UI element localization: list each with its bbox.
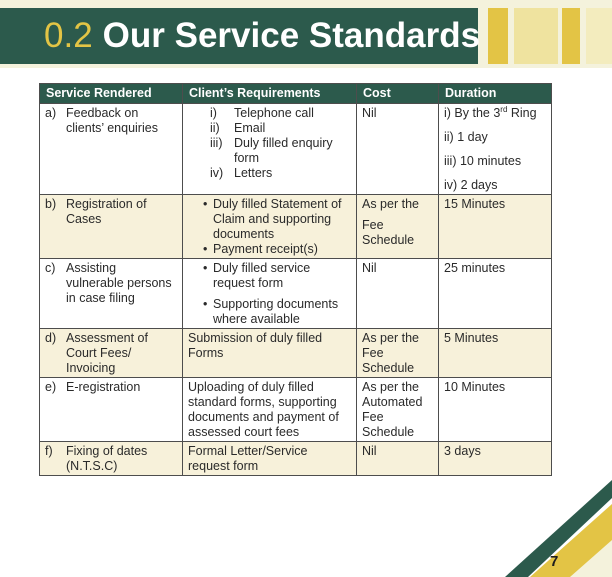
list-item: • Duly filled Statement of Claim and supporting documents bbox=[213, 197, 351, 242]
duration-line: iii) 10 minutes bbox=[444, 154, 522, 168]
service-name: Assisting vulnerable persons in case filing bbox=[66, 261, 172, 305]
row-index: f) bbox=[45, 444, 53, 458]
row-index: a) bbox=[45, 106, 57, 120]
list-item: iii) Duly filled enquiry form bbox=[210, 136, 333, 165]
cost-cell: As per the Automated Fee Schedule bbox=[357, 378, 439, 442]
duration-cell: 10 Minutes bbox=[439, 378, 552, 442]
list-item: • Supporting documents where available bbox=[213, 297, 351, 327]
duration-line: ii) 1 day bbox=[444, 130, 488, 144]
section-title: Our Service Standards bbox=[102, 16, 481, 55]
section-number: 0.2 bbox=[44, 16, 93, 55]
cost-line: Fee Schedule bbox=[362, 218, 415, 247]
duration-cell: 15 Minutes bbox=[439, 195, 552, 259]
list-item: iv) Letters bbox=[210, 166, 273, 180]
list-item: ii) Email bbox=[210, 121, 266, 135]
column-header-cost: Cost bbox=[357, 84, 439, 104]
service-name: Assessment of Court Fees/ Invoicing bbox=[66, 331, 148, 375]
service-name: E-registration bbox=[66, 380, 141, 394]
row-index: c) bbox=[45, 261, 56, 275]
cost-cell: Nil bbox=[357, 259, 439, 329]
duration-cell: 25 minutes bbox=[439, 259, 552, 329]
duration-line: i) By the 3rd Ring bbox=[444, 104, 537, 120]
list-item: • Payment receipt(s) bbox=[213, 242, 351, 257]
duration-line: iv) 2 days bbox=[444, 178, 498, 192]
row-index: b) bbox=[45, 197, 57, 211]
duration-cell: 3 days bbox=[439, 442, 552, 476]
service-name: Fixing of dates (N.T.S.C) bbox=[66, 444, 148, 473]
service-name: Feedback on clients’ enquiries bbox=[66, 106, 158, 135]
cost-cell: Nil bbox=[357, 104, 439, 195]
requirements-cell: Submission of duly filled Forms bbox=[183, 329, 357, 378]
page-number: 7 bbox=[550, 553, 559, 570]
list-item: • Duly filled service request form bbox=[213, 261, 351, 291]
service-name: Registration of Cases bbox=[66, 197, 147, 226]
row-index: e) bbox=[45, 380, 57, 394]
column-header-duration: Duration bbox=[439, 84, 552, 104]
column-header-service: Service Rendered bbox=[40, 84, 183, 104]
cost-cell: As per the Fee Schedule bbox=[357, 329, 439, 378]
row-index: d) bbox=[45, 331, 57, 345]
requirements-cell: Uploading of duly filled standard forms, supporting documents and payment of assessed court fees bbox=[183, 378, 357, 442]
cost-cell: Nil bbox=[357, 442, 439, 476]
requirements-cell: Formal Letter/Service request form bbox=[183, 442, 357, 476]
cost-line: As per the bbox=[362, 197, 419, 211]
duration-cell: 5 Minutes bbox=[439, 329, 552, 378]
column-header-requirements: Client’s Requirements bbox=[183, 84, 357, 104]
list-item: i) Telephone call bbox=[210, 106, 314, 120]
